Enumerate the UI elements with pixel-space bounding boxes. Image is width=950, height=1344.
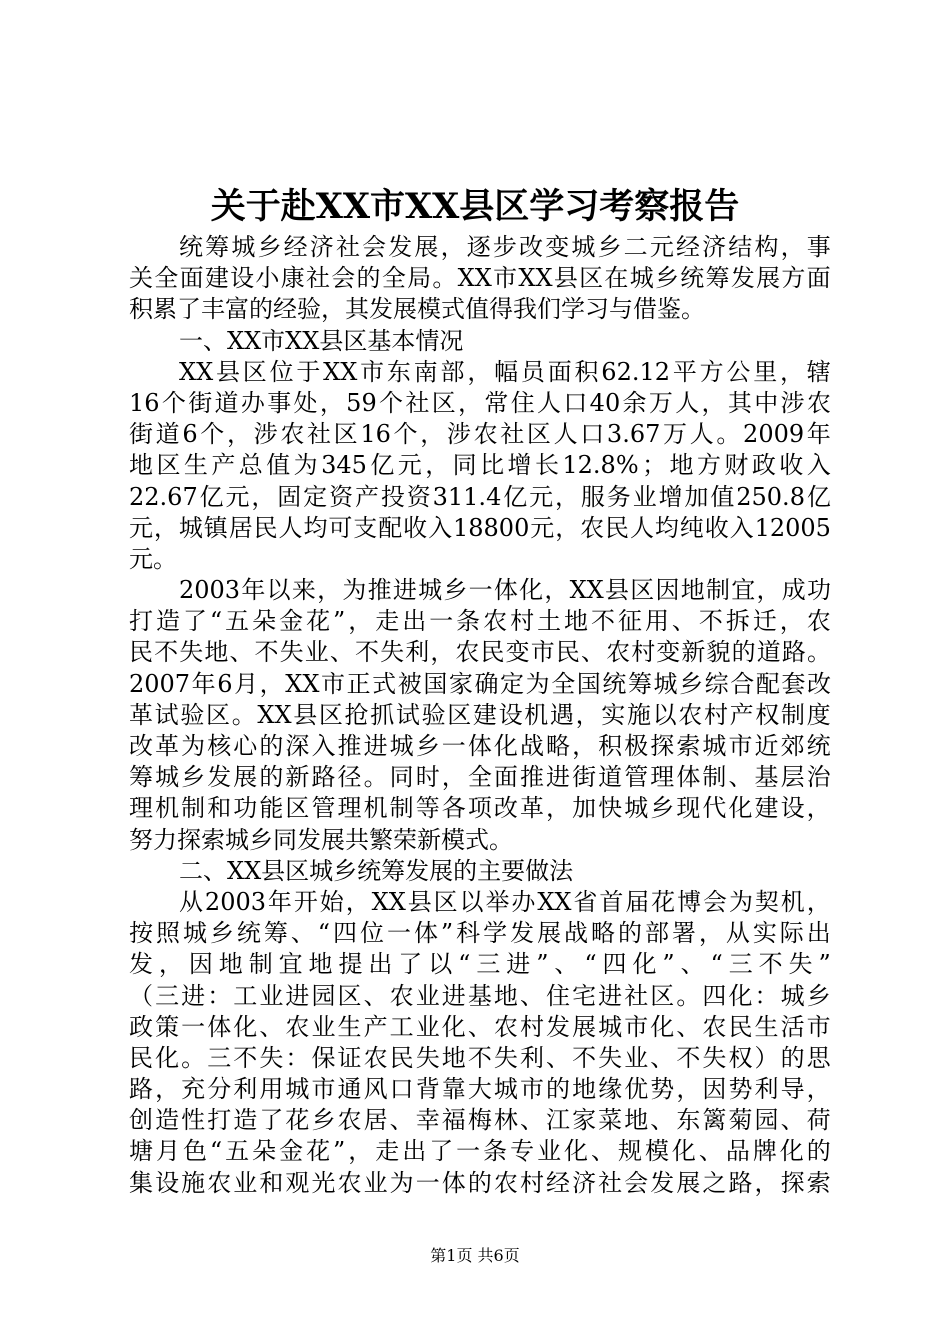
paragraph-line: 元。 xyxy=(129,544,177,573)
paragraph-line: 按 照 城 乡 统 筹 、 “ 四 位 一 体 ” 科 学 发 展 战 略 的 部 署 ， 从 实 际 出 xyxy=(129,919,831,948)
paragraph-line: 政 策 一 体 化 、 农 业 生 产 工 业 化 、 农 村 发 展 城 市 化 、 农 民 生 活 市 xyxy=(129,1012,831,1041)
paragraph-line: 努力探索城乡同发展共繁荣新模式。 xyxy=(129,825,513,854)
paragraph-line: 集 设 施 农 业 和 观 光 农 业 为 一 体 的 农 村 经 济 社 会 发 展 之 路 ， 探 索 xyxy=(129,1168,831,1197)
paragraph-line: 民 化 。 三 不 失 ： 保 证 农 民 失 地 不 失 利 、 不 失 业 、 不 失 权 ） 的 思 xyxy=(129,1043,831,1072)
paragraph-line: （ 三 进 ： 工 业 进 园 区 、 农 业 进 基 地 、 住 宅 进 社 区 。 四 化 ： 城 乡 xyxy=(129,981,831,1010)
paragraph-line: 路 ， 充 分 利 用 城 市 通 风 口 背 靠 大 城 市 的 地 缘 优 势 ， 因 势 利 导 ， xyxy=(129,1075,831,1104)
paragraph-line: 从 2003 年 开 始 ， XX 县 区 以 举 办 XX 省 首 届 花 博 会 为 契 机 ， xyxy=(179,887,831,916)
paragraph-line: 民 不 失 地 、 不 失 业 、 不 失 利 ， 农 民 变 市 民 、 农 村 变 新 貌 的 道 路 。 xyxy=(129,638,831,667)
paragraph-line: 2003 年 以 来 ， 为 推 进 城 乡 一 体 化 ， XX 县 区 因 地 制 宜 ， 成 功 xyxy=(179,576,831,605)
paragraph-line: 2007 年 6 月 ， XX 市 正 式 被 国 家 确 定 为 全 国 统 筹 城 乡 综 合 配 套 改 xyxy=(129,669,831,698)
page-footer: 第1页 共6页 xyxy=(430,1246,520,1265)
paragraph-line: 街 道 6 个 ， 涉 农 社 区 16 个 ， 涉 农 社 区 人 口 3.67 万 人 。 2009 年 xyxy=(129,420,831,449)
paragraph-line: 元 ， 城 镇 居 民 人 均 可 支 配 收 入 18800 元 ， 农 民 人 均 纯 收 入 12005 xyxy=(129,513,831,542)
paragraph-line: 筹 城 乡 发 展 的 新 路 径 。 同 时 ， 全 面 推 进 街 道 管 理 体 制 、 基 层 治 xyxy=(129,763,831,792)
paragraph-line: XX 县 区 位 于 XX 市 东 南 部 ， 幅 员 面 积 62.12 平 方 公 里 ， 辖 xyxy=(179,357,831,386)
paragraph-line: 统 筹 城 乡 经 济 社 会 发 展 ， 逐 步 改 变 城 乡 二 元 经 济 结 构 ， 事 xyxy=(179,233,831,261)
paragraph-line: 理 机 制 和 功 能 区 管 理 机 制 等 各 项 改 革 ， 加 快 城 乡 现 代 化 建 设 ， xyxy=(129,794,831,823)
document-body xyxy=(129,232,831,1199)
paragraph-line: 22.67 亿 元 ， 固 定 资 产 投 资 311.4 亿 元 ， 服 务 业 增 加 值 250.8 亿 xyxy=(129,482,831,511)
paragraph-line: 革 试 验 区 。 XX 县 区 抢 抓 试 验 区 建 设 机 遇 ， 实 施 以 农 村 产 权 制 度 xyxy=(129,700,831,729)
section-heading: 一、XX市XX县区基本情况 xyxy=(179,326,464,355)
document-title: 关于赴XX市XX县区学习考察报告 xyxy=(210,186,740,227)
paragraph-line: 打 造 了 “ 五 朵 金 花 ” ， 走 出 一 条 农 村 土 地 不 征 用 、 不 拆 迁 ， 农 xyxy=(129,607,831,636)
paragraph-line: 16 个 街 道 办 事 处 ， 59 个 社 区 ， 常 住 人 口 40 余 万 人 ， 其 中 涉 农 xyxy=(129,388,831,417)
paragraph-line: 地 区 生 产 总 值 为 345 亿 元 ， 同 比 增 长 12.8% ； 地 方 财 政 收 入 xyxy=(129,451,831,480)
paragraph-line: 积累了丰富的经验，其发展模式值得我们学习与借鉴。 xyxy=(129,295,705,324)
paragraph-line: 关 全 面 建 设 小 康 社 会 的 全 局 。 XX 市 XX 县 区 在 城 乡 统 筹 发 展 方 面 xyxy=(129,264,831,293)
paragraph-line: 塘 月 色 “ 五 朵 金 花 ” ， 走 出 了 一 条 专 业 化 、 规 模 化 、 品 牌 化 的 xyxy=(129,1137,831,1166)
paragraph-line: 发 ， 因 地 制 宜 地 提 出 了 以 “ 三 进 ” 、 “ 四 化 ” 、 “ 三 不 失 ” xyxy=(129,950,831,979)
section-heading: 二、XX县区城乡统筹发展的主要做法 xyxy=(179,856,574,885)
paragraph-line: 改 革 为 核 心 的 深 入 推 进 城 乡 一 体 化 战 略 ， 积 极 探 索 城 市 近 郊 统 xyxy=(129,732,831,760)
paragraph-line: 创 造 性 打 造 了 花 乡 农 居 、 幸 福 梅 林 、 江 家 菜 地 、 东 篱 菊 园 、 荷 xyxy=(129,1106,831,1135)
